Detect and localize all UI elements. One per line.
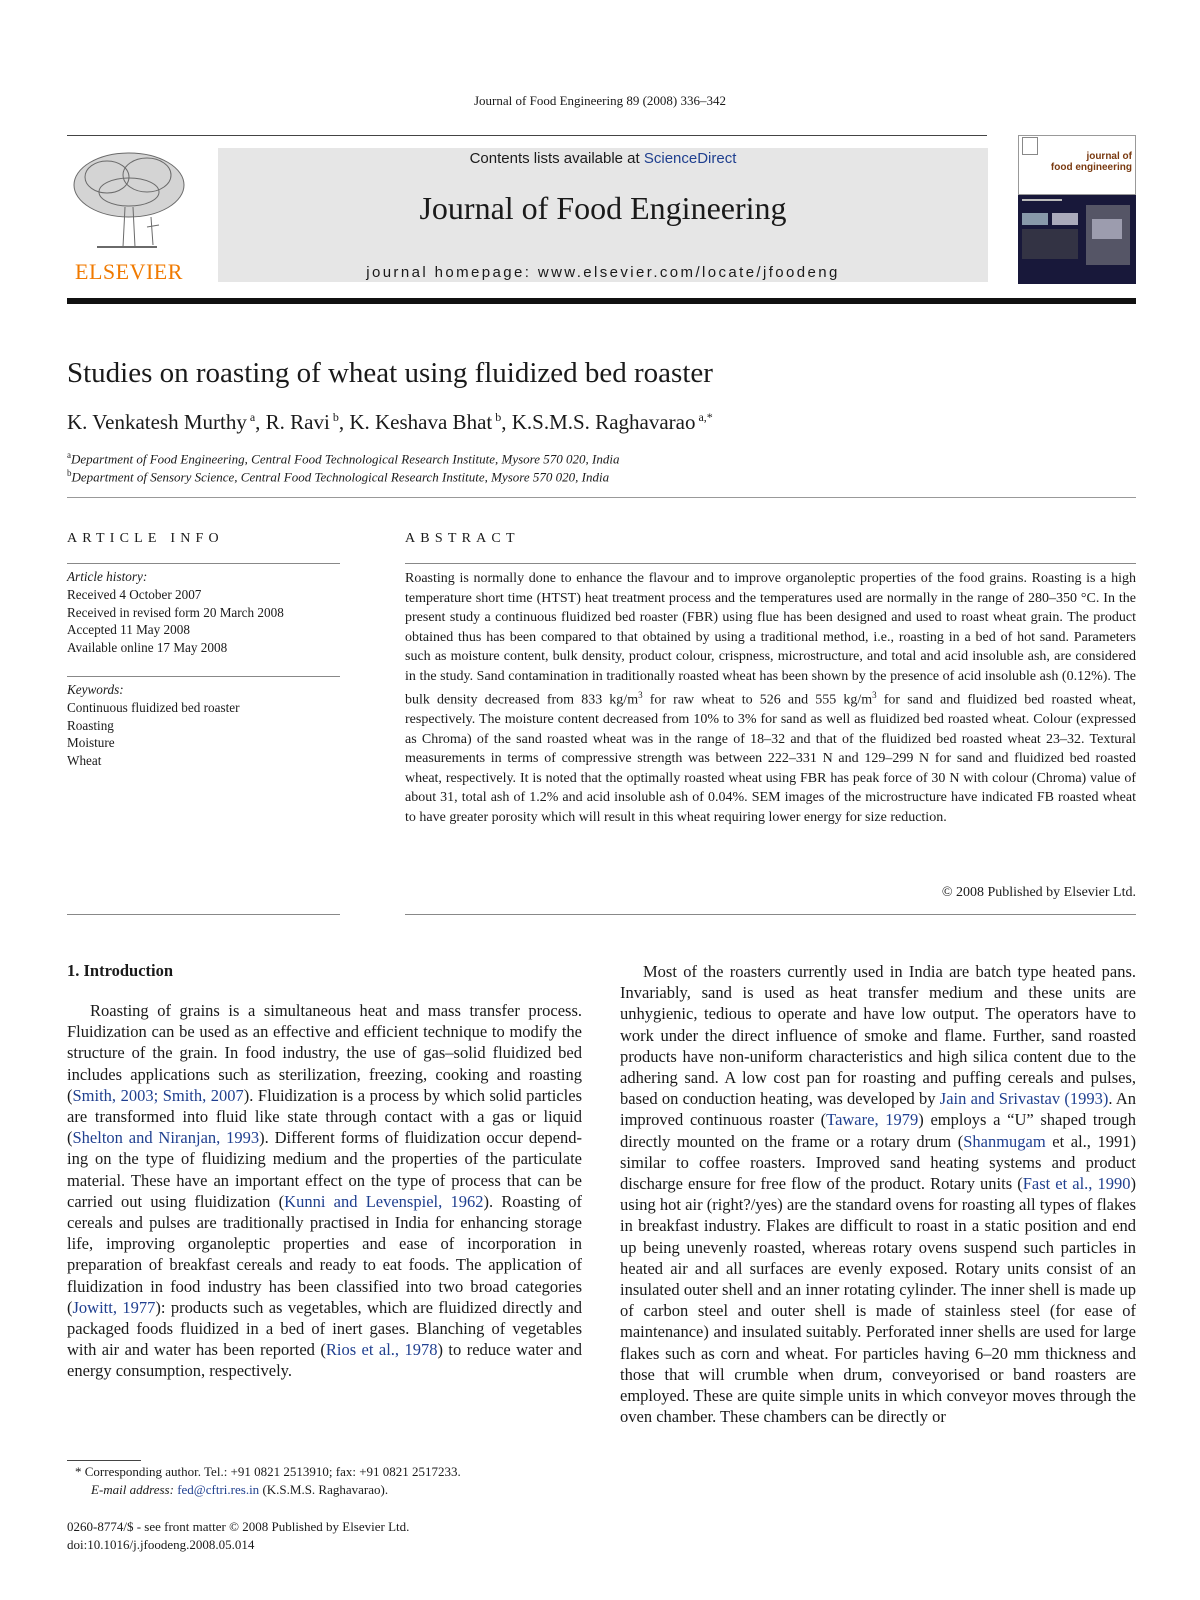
author-name: R. Ravi <box>265 410 330 434</box>
body-text: ). Roasting of cereals and pulses are traditionally practised in India for enhancing storage life, improving organoleptic properties and ease of incorporation in preparation of breakfast cereals and ready to eat foods. The application of fluidization in food industry has been classified into two broad categories ( <box>67 1191 582 1317</box>
citation-link[interactable]: Rios et al., 1978 <box>325 1340 438 1360</box>
footnote-rule <box>67 1460 141 1461</box>
doi-line[interactable]: doi:10.1016/j.jfoodeng.2008.05.014 <box>67 1536 255 1552</box>
email-suffix: (K.S.M.S. Raghavarao). <box>259 1481 389 1497</box>
section-heading: 1. Introduction <box>67 961 174 980</box>
author-affil-sup: a <box>249 410 256 424</box>
footnote <box>67 1463 582 1498</box>
affiliation-b <box>67 468 609 485</box>
email-link[interactable]: fed@cftri.res.in <box>177 1481 260 1497</box>
sciencedirect-link[interactable]: ScienceDirect <box>643 150 737 167</box>
body-text: ). Different forms of fluidization occur depending on the type of fluidizing medium and the properties of the particulate material. These have an important effect on the type of process that can be carried out using fluidization ( <box>67 1128 582 1211</box>
superscript: 3 <box>638 690 643 700</box>
body-text: ) to reduce water and energy consumption, respectively. <box>67 1340 583 1381</box>
citation-link[interactable]: Taware, 1979 <box>826 1110 919 1130</box>
citation-link[interactable]: Jain and Srivastav (1993) <box>939 1089 1109 1109</box>
body-text: Most of the roasters currently used in India are batch type heated pans. Invariably, sand is used as heat transfer medium and these units are unhygienic, tedious to operate and have low output. The operators have to work under the direct influence of smoke and flame. Further, sand roasted products have non-uniform characteristics and high silica content due to the adhering sand. A low cost pan for roasting and puffing cereals and pulses, based on conduction heating, was developed by <box>620 962 1136 1109</box>
citation-link[interactable]: Shanmugam <box>963 1131 1046 1151</box>
abstract-part: Roasting is normally done to enhance the flavour and to improve organoleptic properties of the food grains. Roasting is a high temperature short time (HTST) heat treatment process and the temperatures used are normally in the range of 280–350 °C. In the present study a continuous fluidized bed roaster (FBR) using flue has been designed and used to roast wheat grain. The product obtained thus has been compared to that obtained by using a traditional method, i.e., roasting in a bed of hot sand. Parameters such as moisture content, bulk density, product colour, crispness, microstructure, and total and acid insoluble ash, are considered in the study. Sand contamination in traditionally roasted wheat has been shown by the presence of acid insoluble ash (0.12%). The bulk density decreased from 833 kg/m <box>405 571 1136 708</box>
copyright-line: © 2008 Published by Elsevier Ltd. <box>941 885 1136 900</box>
author-affil-sup: b <box>495 410 502 424</box>
keywords <box>67 681 340 770</box>
history-label: Article history: <box>67 569 148 584</box>
email-label: E-mail address: <box>91 1481 174 1497</box>
author-affil-sup: b <box>332 410 339 424</box>
article-title: Studies on roasting of wheat using fluidized bed roaster <box>67 357 713 389</box>
divider <box>67 563 340 564</box>
affiliation-sup: a <box>67 450 71 460</box>
citation-link[interactable]: Shelton and Niranjan, 1993 <box>72 1128 260 1148</box>
history-item: Accepted 11 May 2008 <box>67 622 190 638</box>
affiliation-text: Department of Sensory Science, Central Food Technological Research Institute, Mysore 570 020, India <box>71 469 610 485</box>
divider <box>67 676 340 677</box>
header-thick-rule <box>67 298 1136 304</box>
journal-title: Journal of Food Engineering <box>419 190 787 226</box>
abstract-heading: ABSTRACT <box>405 531 520 546</box>
divider <box>67 914 340 915</box>
body-text: . An improved continuous roaster ( <box>620 1089 1136 1130</box>
keyword: Wheat <box>67 753 102 769</box>
divider <box>67 497 1136 498</box>
author-affil-sup: a,* <box>698 410 713 424</box>
history-item: Received 4 October 2007 <box>67 586 202 602</box>
author-name: K. Venkatesh Murthy <box>67 410 247 434</box>
contents-prefix: Contents lists available at <box>469 150 644 167</box>
top-rule <box>67 135 987 136</box>
keywords-label: Keywords: <box>67 682 124 697</box>
keyword: Roasting <box>67 717 114 733</box>
journal-reference: Journal of Food Engineering 89 (2008) 336–342 <box>473 93 727 108</box>
body-text: et al., 1991) similar to coffee roasters. Improved sand heating systems and product discharge ensure for free flow of the product. Rotary units ( <box>620 1131 1136 1194</box>
author-list: K. Venkatesh Murthy $^a$, R. Ravi $^b$, K. Keshava Bhat $^b$, K.S.M.S. Raghavarao $^{a,*}$ <box>67 410 713 434</box>
contents-line <box>218 150 988 167</box>
issn-line: 0260-8774/$ - see front matter © 2008 Published by Elsevier Ltd. <box>67 1519 410 1534</box>
body-text: ). Fluidization is a process by which solid particles are transformed into fluid like state through contact with a gas or liquid ( <box>67 1085 582 1148</box>
cover-title-line1: journal of <box>1086 151 1132 162</box>
corresponding-author: Corresponding author. Tel.: +91 0821 2513910; fax: +91 0821 2517233. <box>81 1464 461 1479</box>
keyword: Continuous fluidized bed roaster <box>67 699 240 715</box>
elsevier-wordmark: ELSEVIER <box>75 259 183 284</box>
affiliation-a <box>67 450 619 467</box>
citation-link[interactable]: Smith, 2003; Smith, 2007 <box>72 1085 244 1105</box>
affiliation-text: Department of Food Engineering, Central Food Technological Research Institute, Mysore 570 020, India <box>71 451 620 467</box>
citation-link[interactable]: Kunni and Levenspiel, 1962 <box>284 1191 484 1211</box>
history-item: Available online 17 May 2008 <box>67 640 228 656</box>
cover-title-line2: food engineering <box>1050 162 1132 173</box>
body-column-right <box>620 961 1136 1427</box>
body-text: Roasting of grains is a simultaneous heat and mass transfer process. Fluidization can be used as an effective and efficient technique to modify the structure of the grain. In food industry, the use of gas–solid fluidized bed includes applications such as sterilization, freezing, cooking and roasting ( <box>67 1001 582 1105</box>
history-item: Received in revised form 20 March 2008 <box>67 604 284 620</box>
article-history <box>67 568 340 657</box>
superscript: 3 <box>872 690 877 700</box>
journal-cover-thumbnail <box>1018 135 1136 284</box>
citation-link[interactable]: Fast et al., 1990 <box>1022 1174 1131 1194</box>
front-matter <box>67 1518 409 1553</box>
abstract-text <box>405 569 1136 827</box>
body-text: ) employs a “U” shaped trough directly mounted on the frame or a rotary drum ( <box>620 1110 1136 1151</box>
citation-link[interactable]: Jowitt, 1977 <box>72 1297 156 1317</box>
author-name: K.S.M.S. Raghavarao <box>511 410 696 434</box>
body-text: ): products such as vegetables, which are fluidized directly and packaged foods fluidized in a bed of inert gases. Blanching of vegetables with air and water has been reported ( <box>67 1297 582 1360</box>
journal-homepage[interactable]: journal homepage: www.elsevier.com/locate/jfoodeng <box>366 264 840 281</box>
divider <box>405 563 1136 564</box>
footnote-star: * <box>75 1464 82 1479</box>
abstract-part: for sand and fluidized bed roasted wheat, respectively. The moisture content decreased from 10% to 3% for sand as well as fluidized bed roasted wheat. Colour (expressed as Chroma) of the sand roasted wheat was in the range of 18–32 and that of the fluidized bed roasted wheat 23–32. Textural measurements in terms of compressive strength was between 222–331 N and 129–299 N for sand and fluidized bed roasted wheat, respectively. It is noted that the optimally roasted wheat using FBR has peak force of 30 N with colour (Chroma) value of about 31, total ash of 1.2% and acid insoluble ash of 0.04%. SEM images of the microstructure have indicated FB roasted wheat to have greater porosity which will result in this wheat requiring lower energy for size reduction. <box>405 692 1136 825</box>
affiliation-sup: b <box>67 468 72 478</box>
keyword: Moisture <box>67 735 115 751</box>
author-name: K. Keshava Bhat <box>349 410 493 434</box>
body-text: ) using hot air (right?/yes) are the standard ovens for roasting all types of flakes in breakfast industry. Flakes are difficult to roast in a static position and end up being unevenly roasted, whereas rotary ovens suspend such particles in heated air and all surfaces are evenly exposed. Rotary units consist of an insulated outer shell and an inner rotating cylinder. The inner shell is made up of carbon steel and outer shell is made of stainless steel (for ease of maintenance) and insulated suitably. Perforated inner shells are used for large flakes such as corn and wheat. For particles having 6–20 mm thickness and those that will crumble when drum, conveyorised or band roasters are employed. These are quite simple units in which conveyor moves through the oven chamber. These chambers can be directly or <box>620 1174 1136 1427</box>
abstract-part: for raw wheat to 526 and 555 kg/m <box>642 692 873 708</box>
article-info-heading: ARTICLE INFO <box>67 531 224 546</box>
body-column-left <box>67 1000 582 1382</box>
divider <box>405 914 1136 915</box>
